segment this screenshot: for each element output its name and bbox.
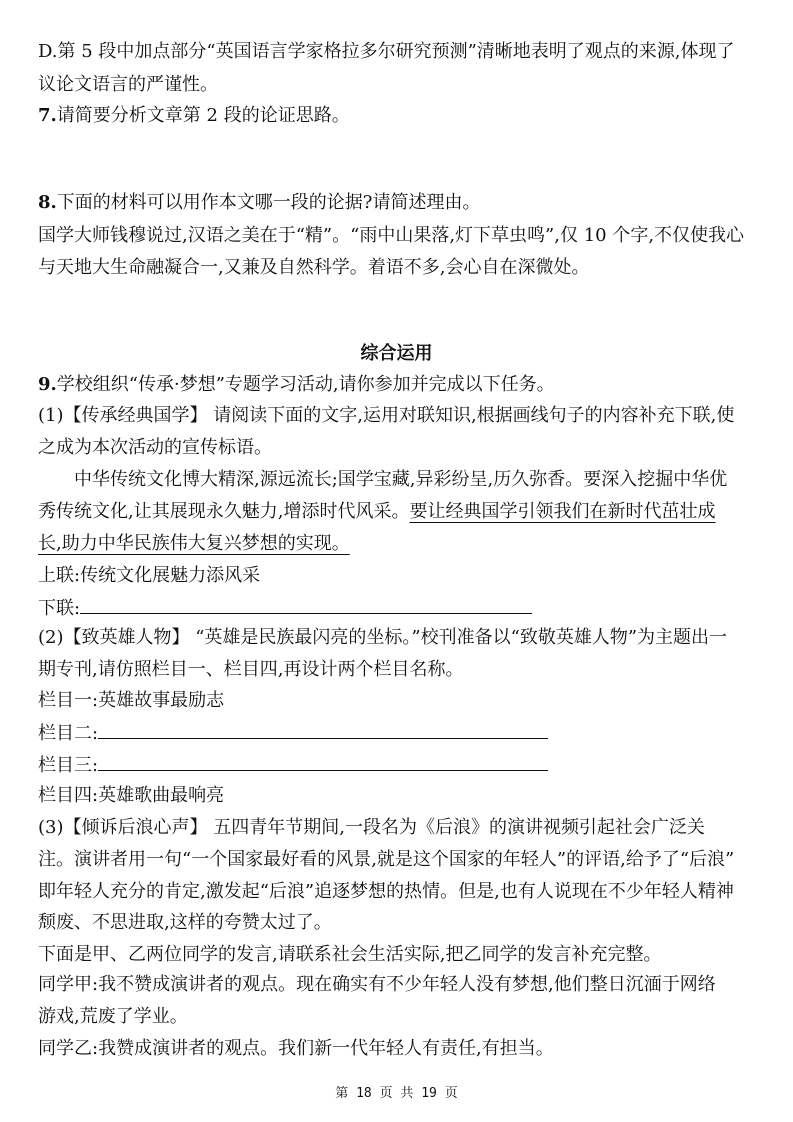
question-8 <box>38 188 480 218</box>
question-8-number: 8. <box>38 192 57 213</box>
question-8-text: 下面的材料可以用作本文哪一段的论据?请简述理由。 <box>56 192 481 213</box>
q9-part3-line1: (3)【倾诉后浪心声】 五四青年节期间,一段名为《后浪》的演讲视频引起社会广泛关 <box>38 817 705 838</box>
q6-option-d-line2: 议论文语言的严谨性。 <box>38 74 218 95</box>
q9-part2-line2: 期专刊,请仿照栏目一、栏目四,再设计两个栏目名称。 <box>38 659 464 680</box>
q9-part3-line5: 下面是甲、乙两位同学的发言,请联系社会生活实际,把乙同学的发言补充完整。 <box>38 944 662 965</box>
question-9 <box>38 370 555 400</box>
q8-material-line2: 与天地大生命融凝合一,又兼及自然科学。着语不多,会心自在深微处。 <box>38 257 590 278</box>
couplet-lower-answer-blank[interactable] <box>80 593 532 614</box>
question-9-number: 9. <box>38 374 57 395</box>
couplet-upper: 上联:传统文化展魅力添风采 <box>38 565 261 586</box>
student-jia-line1: 同学甲:我不赞成演讲者的观点。现在确实有不少年轻人没有梦想,他们整日沉湎于网络 <box>38 974 716 995</box>
q8-material-line1: 国学大师钱穆说过,汉语之美在于“精”。“雨中山果落,灯下草虫鸣”,仅 10 个字,不仅使我心 <box>38 225 745 246</box>
question-7 <box>38 101 350 131</box>
q9-part1-line2: 之成为本次活动的宣传标语。 <box>38 437 272 458</box>
couplet-lower <box>38 593 532 623</box>
q9-part1-line1: (1)【传承经典国学】 请阅读下面的文字,运用对联知识,根据画线句子的内容补充下联,使 <box>38 405 735 426</box>
q9-passage-line2 <box>38 497 715 527</box>
column-3-answer-blank[interactable] <box>98 750 548 771</box>
q9-passage-line3 <box>38 529 350 559</box>
column-4: 栏目四:英雄歌曲最响亮 <box>38 785 225 806</box>
q9-part3-line4: 颓废、不思进取,这样的夸赞太过了。 <box>38 912 332 933</box>
column-2 <box>38 718 548 748</box>
page-footer: 第 18 页 共 19 页 <box>335 1086 458 1101</box>
column-3-label: 栏目三: <box>38 755 99 776</box>
q9-passage-line2-plain: 秀传统文化,让其展现永久魅力,增添时代风采。 <box>38 501 410 522</box>
q9-passage-line1: 中华传统文化博大精深,源远流长;国学宝藏,异彩纷呈,历久弥香。要深入挖掘中华优 <box>74 469 728 490</box>
q9-part3-line2: 注。演讲者用一句“一个国家最好看的风景,就是这个国家的年轻人”的评语,给予了“后浪” <box>38 849 735 870</box>
question-7-number: 7. <box>38 105 57 126</box>
q9-part2-line1: (2)【致英雄人物】 “英雄是民族最闪亮的坐标。”校刊准备以“致敬英雄人物”为主题出一 <box>38 627 728 648</box>
column-1: 栏目一:英雄故事最励志 <box>38 690 225 711</box>
student-jia-line2: 游戏,荒废了学业。 <box>38 1006 188 1027</box>
couplet-lower-label: 下联: <box>38 598 81 619</box>
section-title: 综合运用 <box>360 343 433 364</box>
q9-part3-line3: 即年轻人充分的肯定,激发起“后浪”追逐梦想的热情。但是,也有人说现在不少年轻人精神 <box>38 881 734 902</box>
q6-option-d-line1: D.第 5 段中加点部分“英国语言学家格拉多尔研究预测”清晰地表明了观点的来源,体现了 <box>38 41 735 62</box>
question-7-text: 请简要分析文章第 2 段的论证思路。 <box>56 105 350 126</box>
column-2-label: 栏目二: <box>38 723 99 744</box>
q9-passage-underlined-start: 要让经典国学引领我们在新时代茁壮成 <box>409 501 716 522</box>
student-yi-line1: 同学乙:我赞成演讲者的观点。我们新一代年轻人有责任,有担当。 <box>38 1038 554 1059</box>
column-3 <box>38 750 548 780</box>
column-2-answer-blank[interactable] <box>98 718 548 739</box>
q9-passage-underlined-end: 长,助力中华民族伟大复兴梦想的实现。 <box>38 533 350 554</box>
question-9-intro: 学校组织“传承·梦想”专题学习活动,请你参加并完成以下任务。 <box>56 374 555 395</box>
